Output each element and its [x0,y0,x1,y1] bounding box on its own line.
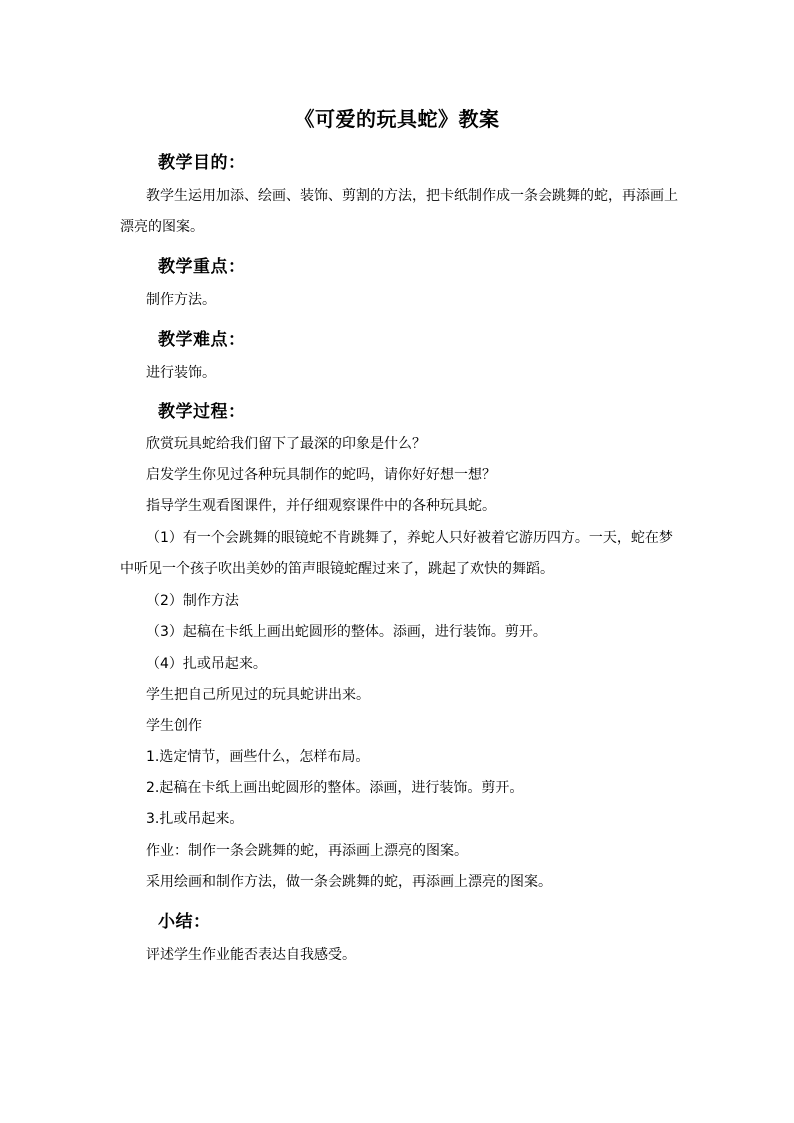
difficulties-heading: 教学难点： [158,330,246,350]
process-line: 作业：制作一条会跳舞的蛇，再添画上漂亮的图案。 [146,843,468,859]
process-line: 欣赏玩具蛇给我们留下了最深的印象是什么？ [146,436,426,452]
process-line: 启发学生你见过各种玩具制作的蛇吗，请你好好想一想？ [146,467,496,483]
process-line: 学生把自己所见过的玩具蛇讲出来。 [146,687,370,703]
process-line: 3.扎或吊起来。 [146,811,244,827]
key-points-text: 制作方法。 [146,292,216,308]
difficulties-text: 进行装饰。 [146,365,216,381]
objective-text-line-1: 教学生运用加添、绘画、装饰、剪割的方法，把卡纸制作成一条会跳舞的蛇，再添画上 [146,188,678,204]
process-line: 2.起稿在卡纸上画出蛇圆形的整体。添画，进行装饰。剪开。 [146,780,524,796]
summary-heading: 小结： [158,912,211,932]
objective-text-line-2: 漂亮的图案。 [120,219,204,235]
objective-heading: 教学目的： [158,153,246,173]
document-title: 《可爱的玩具蛇》教案 [294,107,500,131]
key-points-heading: 教学重点： [158,257,246,277]
process-heading: 教学过程： [158,402,246,422]
process-line: （2）制作方法 [146,593,239,609]
process-line: 学生创作 [146,718,202,734]
process-line: （3）起稿在卡纸上画出蛇圆形的整体。添画，进行装饰。剪开。 [146,624,547,640]
process-line: 中听见一个孩子吹出美妙的笛声眼镜蛇醒过来了，跳起了欢快的舞蹈。 [120,561,554,577]
process-line: 1.选定情节，画些什么，怎样布局。 [146,749,370,765]
process-line: 采用绘画和制作方法，做一条会跳舞的蛇，再添画上漂亮的图案。 [146,874,552,890]
summary-text: 评述学生作业能否表达自我感受。 [146,947,356,963]
process-line: （1）有一个会跳舞的眼镜蛇不肯跳舞了，养蛇人只好被着它游历四方。一天，蛇在梦 [146,530,673,546]
process-line: （4）扎或吊起来。 [146,656,267,672]
process-line: 指导学生观看图课件，并仔细观察课件中的各种玩具蛇。 [146,498,496,514]
